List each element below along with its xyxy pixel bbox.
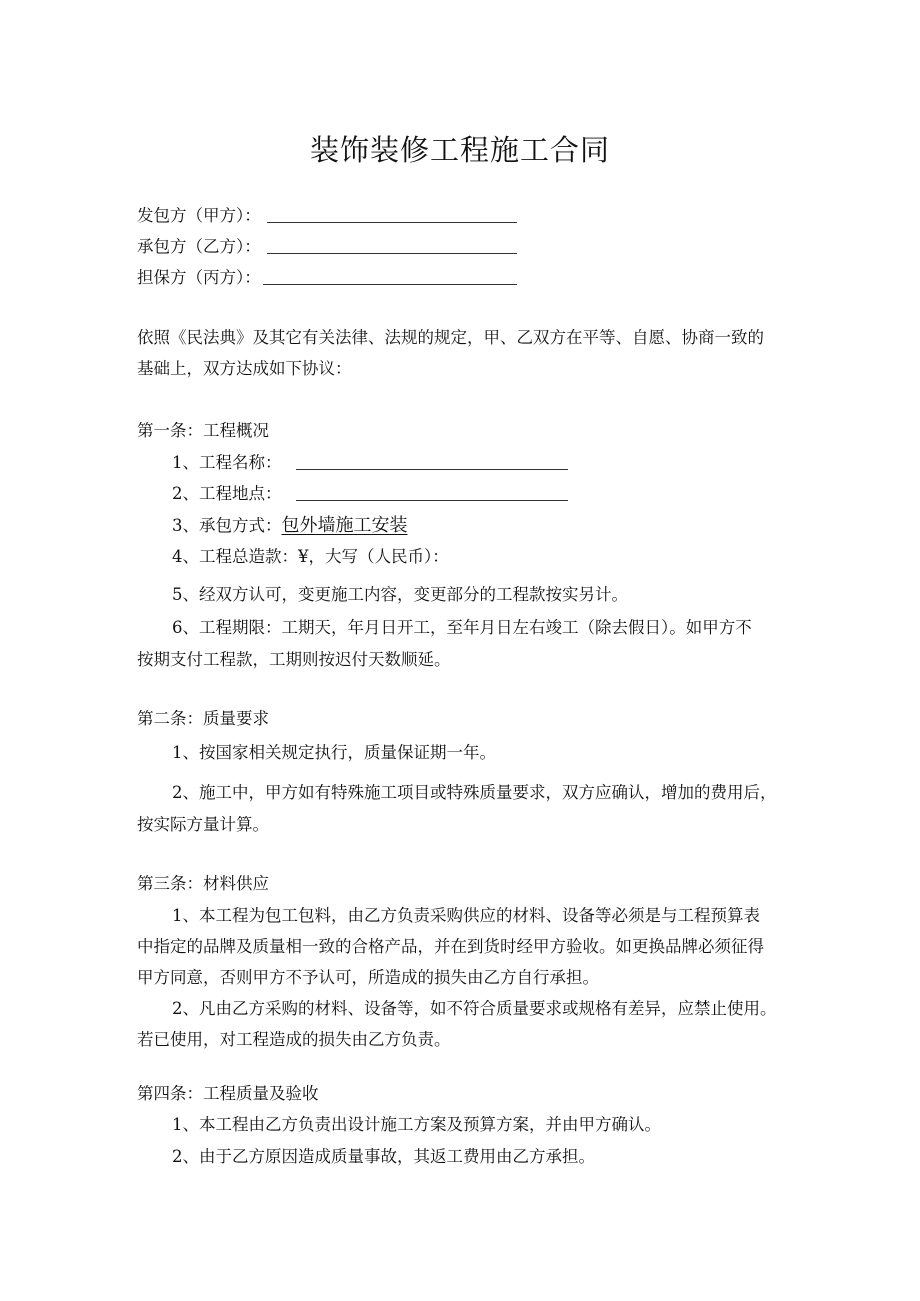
article-3-item-2-line-2: 若已使用，对工程造成的损失由乙方负责。	[137, 1030, 451, 1049]
article-3-item-1-line-1: 1、本工程为包工包料，由乙方负责采购供应的材料、设备等必须是与工程预算表	[172, 906, 760, 925]
party-a-line	[137, 204, 517, 228]
party-b-blank	[267, 235, 517, 254]
party-c-blank	[263, 266, 517, 285]
article-1-item-3	[172, 514, 408, 538]
article-1-item-4: 4、工程总造款：¥，大写（人民币）：	[172, 547, 449, 566]
article-1-item-2	[172, 482, 568, 506]
article-1-item-6-line-1: 6、工程期限：工期天，年月日开工，至年月日左右竣工（除去假日）。如甲方不	[172, 618, 752, 637]
article-2-item-1: 1、按国家相关规定执行，质量保证期一年。	[172, 743, 496, 762]
article-1-item-6-line-2: 按期支付工程款，工期则按迟付天数顺延。	[137, 650, 451, 669]
article-4-item-2: 2、由于乙方原因造成质量事故，其返工费用由乙方承担。	[172, 1147, 595, 1166]
party-b-label: 承包方（乙方）：	[137, 237, 261, 256]
contract-method-label: 3、承包方式：	[172, 516, 282, 535]
article-1-heading: 第一条：工程概况	[137, 421, 269, 440]
article-1-item-1	[172, 451, 568, 475]
article-3-item-2-line-1: 2、凡由乙方采购的材料、设备等，如不符合质量要求或规格有差异，应禁止使用。	[172, 999, 777, 1018]
page-title: 装饰装修工程施工合同	[309, 133, 610, 167]
project-name-label: 1、工程名称：	[172, 453, 282, 472]
party-c-line	[137, 266, 517, 290]
party-b-line	[137, 235, 517, 259]
project-location-blank	[296, 482, 568, 501]
article-2-item-2-line-1: 2、施工中，甲方如有特殊施工项目或特殊质量要求，双方应确认，增加的费用后，	[172, 783, 777, 802]
article-3-item-1-line-3: 甲方同意，否则甲方不予认可，所造成的损失由乙方自行承担。	[137, 968, 599, 987]
contract-method-value: 包外墙施工安装	[281, 515, 408, 536]
article-2-item-2-line-2: 按实际方量计算。	[137, 815, 269, 834]
project-location-label: 2、工程地点：	[172, 484, 282, 503]
preamble-line-1: 依照《民法典》及其它有关法律、法规的规定，甲、乙双方在平等、自愿、协商一致的	[137, 328, 764, 347]
article-4-item-1: 1、本工程由乙方负责出设计施工方案及预算方案，并由甲方确认。	[172, 1115, 661, 1134]
preamble-line-2: 基础上，双方达成如下协议：	[137, 359, 352, 378]
project-name-blank	[296, 451, 568, 470]
article-2-heading: 第二条：质量要求	[137, 709, 269, 728]
article-3-item-1-line-2: 中指定的品牌及质量相一致的合格产品，并在到货时经甲方验收。如更换品牌必须征得	[137, 937, 764, 956]
party-a-blank	[267, 204, 517, 223]
party-c-label: 担保方（丙方）：	[137, 268, 261, 287]
article-3-heading: 第三条：材料供应	[137, 874, 269, 893]
article-4-heading: 第四条：工程质量及验收	[137, 1084, 319, 1103]
article-1-item-5: 5、经双方认可，变更施工内容，变更部分的工程款按实另计。	[172, 585, 628, 604]
party-a-label: 发包方（甲方）：	[137, 206, 261, 225]
